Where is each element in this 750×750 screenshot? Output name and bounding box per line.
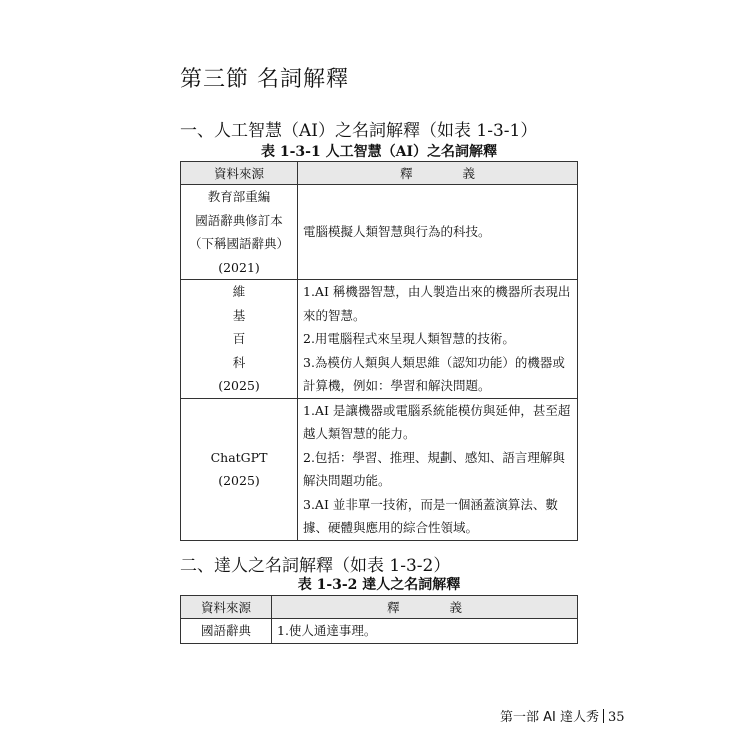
definition-line: 來的智慧。 <box>303 307 366 323</box>
table-caption-1-3-2: 表 1-3-2 達人之名詞解釋 <box>297 577 461 593</box>
source-line: (2025) <box>218 378 260 393</box>
definition-cell <box>298 280 578 399</box>
header-source: 資料來源 <box>181 162 298 185</box>
source-line: 教育部重編 <box>207 189 271 204</box>
definition-line: 1.AI 是讓機器或電腦系統能模仿與延伸，甚至超 <box>303 402 571 418</box>
source-line: 國語辭典修訂本 <box>195 212 283 228</box>
definition-cell <box>298 398 578 540</box>
source-cell <box>181 619 272 644</box>
definition-line: 1.AI 稱機器智慧，由人製造出來的機器所表現出 <box>303 284 571 299</box>
table-1-3-1 <box>180 161 578 541</box>
table-row <box>181 619 578 644</box>
table-1-3-2 <box>180 595 578 644</box>
source-line: 國語辭典 <box>200 623 251 638</box>
header-definition: 釋 義 <box>272 596 578 619</box>
footer-part-label: 第一部 AI 達人秀 <box>500 710 599 725</box>
table-row <box>181 185 578 280</box>
subsection-heading-ai: 一、人工智慧（AI）之名詞解釋（如表 1-3-1） <box>180 121 538 141</box>
definition-line: 解決問題功能。 <box>303 473 391 488</box>
subsection-heading-expert: 二、達人之名詞解釋（如表 1-3-2） <box>180 556 451 576</box>
table-header-row <box>181 596 578 619</box>
definition-line: 越人類智慧的能力。 <box>303 426 416 441</box>
definition-line: 3.為模仿人類與人類思維（認知功能）的機器或 <box>303 354 565 370</box>
section-title: 第三節 名詞解釋 <box>180 67 349 92</box>
footer-divider <box>603 709 604 723</box>
page-footer <box>500 706 625 725</box>
table-row <box>181 280 578 399</box>
source-cell <box>181 398 298 540</box>
definition-line: 3.AI 並非單一技術，而是一個涵蓋演算法、數 <box>303 496 558 512</box>
source-line: 基 <box>232 307 246 323</box>
table-caption-1-3-1: 表 1-3-1 人工智慧（AI）之名詞解釋 <box>260 144 497 160</box>
source-line: 科 <box>232 354 246 370</box>
definition-line: 電腦模擬人類智慧與行為的科技。 <box>303 224 491 240</box>
definition-line: 1.使人通達事理。 <box>277 623 377 638</box>
source-line: 百 <box>232 331 246 346</box>
source-line: (2025) <box>218 473 260 488</box>
definition-line: 計算機，例如：學習和解決問題。 <box>303 378 491 393</box>
definition-cell <box>298 185 578 280</box>
table-header-row <box>181 162 578 185</box>
source-line: （下稱國語辭典） <box>188 236 289 251</box>
definition-cell <box>272 619 578 644</box>
source-cell <box>181 185 298 280</box>
page-number: 35 <box>608 710 625 725</box>
definition-line: 據、硬體與應用的綜合性領域。 <box>303 520 479 535</box>
definition-line: 2.包括：學習、推理、規劃、感知、語言理解與 <box>303 449 565 465</box>
source-cell <box>181 280 298 399</box>
source-line: 維 <box>232 284 246 299</box>
definition-line: 2.用電腦程式來呈現人類智慧的技術。 <box>303 331 515 346</box>
source-line: ChatGPT <box>210 449 268 465</box>
header-definition: 釋 義 <box>298 162 578 185</box>
source-line: (2021) <box>218 259 260 275</box>
table-row <box>181 398 578 540</box>
header-source: 資料來源 <box>181 596 272 619</box>
